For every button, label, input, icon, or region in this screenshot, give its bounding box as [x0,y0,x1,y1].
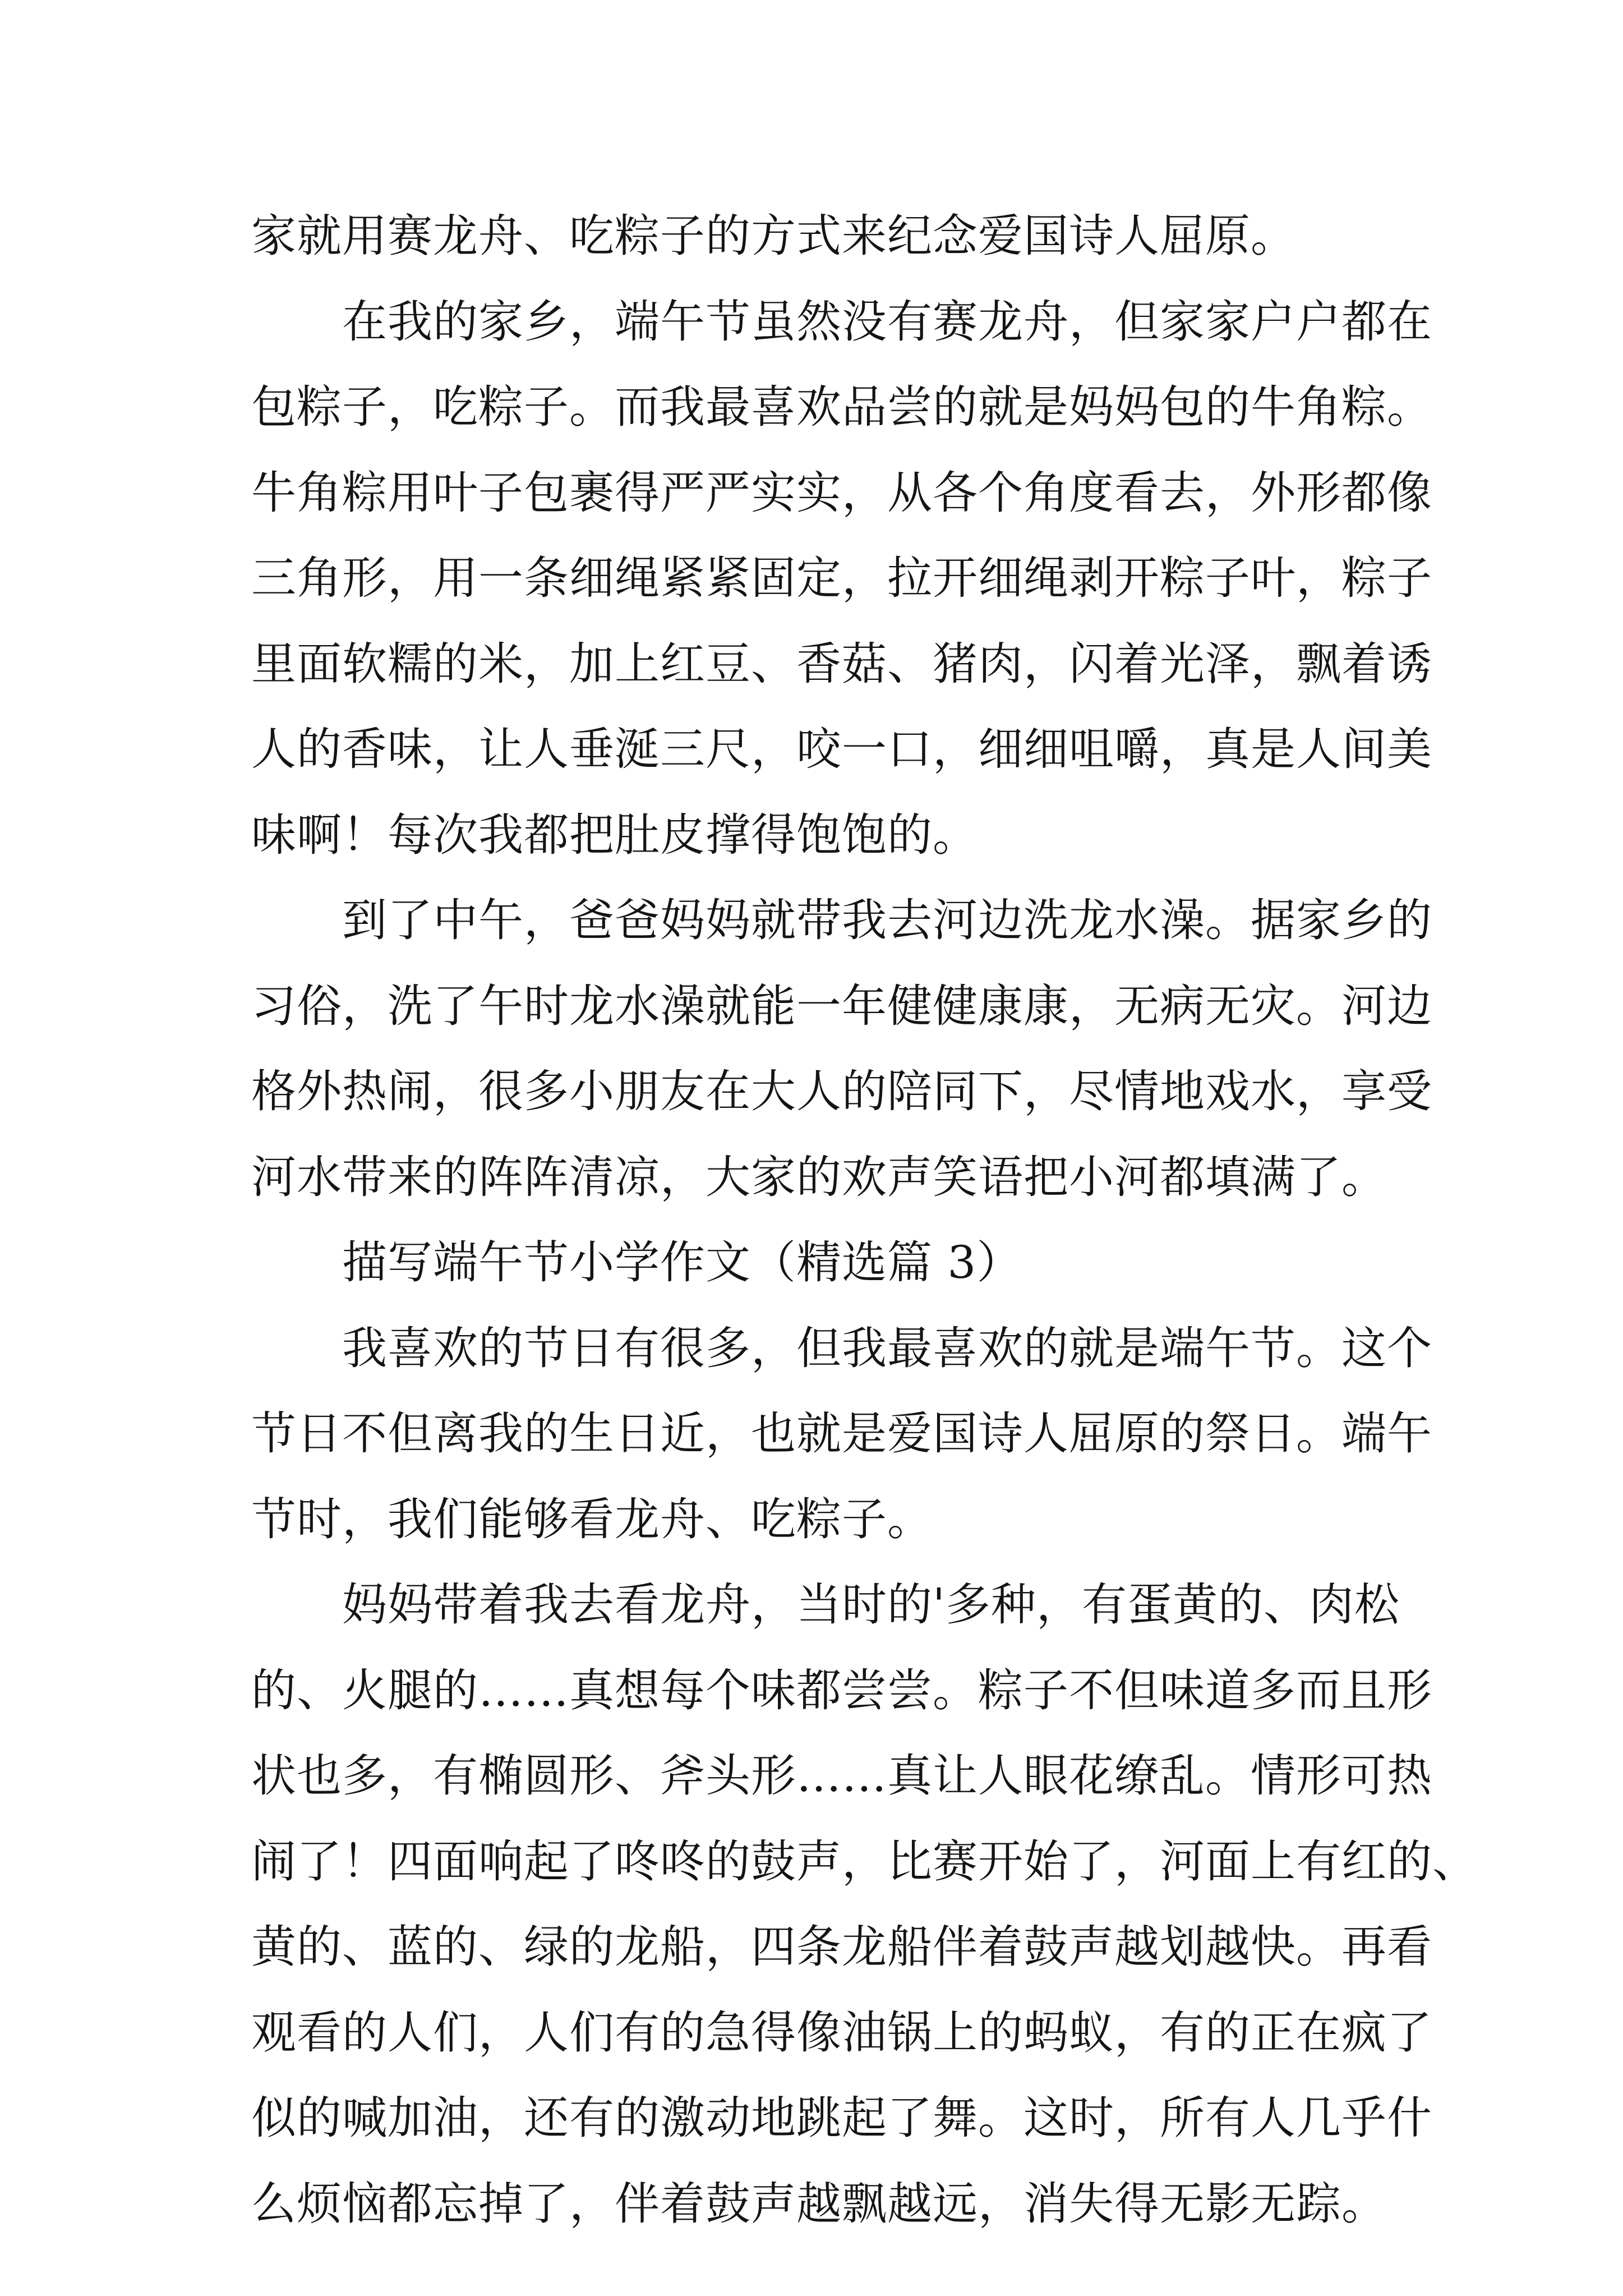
text-line: 味啊！每次我都把肚皮撑得饱饱的。 [251,808,978,861]
text-line: 格外热闹，很多小朋友在大人的陪同下，尽情地戏水，享受 [251,1065,1432,1117]
text-line: 家就用赛龙舟、吃粽子的方式来纪念爱国诗人屈原。 [251,210,1296,262]
text-line: 里面软糯的米，加上红豆、香菇、猪肉，闪着光泽，飘着诱 [251,637,1432,690]
text-line: 的、火腿的……真想每个味都尝尝。粽子不但味道多而且形 [251,1664,1432,1717]
text-line: 人的香味，让人垂涎三尺，咬一口，细细咀嚼，真是人间美 [251,723,1432,775]
text-line: 节时，我们能够看龙舟、吃粽子。 [251,1493,933,1545]
text-line: 么烦恼都忘掉了，伴着鼓声越飘越远，消失得无影无踪。 [251,2177,1387,2230]
text-line: 河水带来的阵阵清凉，大家的欢声笑语把小河都填满了。 [251,1151,1387,1203]
text-line: 在我的家乡，端午节虽然没有赛龙舟，但家家户户都在 [251,295,1432,348]
text-line: 似的喊加油，还有的激动地跳起了舞。这时，所有人几乎什 [251,2092,1432,2144]
text-line: 包粽子，吃粽子。而我最喜欢品尝的就是妈妈包的牛角粽。 [251,381,1432,433]
text-line: 三角形，用一条细绳紧紧固定，拉开细绳剥开粽子叶，粽子 [251,552,1432,604]
text-line: 我喜欢的节日有很多，但我最喜欢的就是端午节。这个 [251,1322,1432,1374]
text-line: 闹了！四面响起了咚咚的鼓声，比赛开始了，河面上有红的、 [251,1835,1478,1888]
text-line: 妈妈带着我去看龙舟，当时的'多种，有蛋黄的、肉松 [251,1579,1400,1631]
text-line: 状也多，有椭圆形、斧头形……真让人眼花缭乱。情形可热 [251,1750,1432,1802]
text-line: 节日不但离我的生日近，也就是爱国诗人屈原的祭日。端午 [251,1407,1432,1460]
text-line: 黄的、蓝的、绿的龙船，四条龙船伴着鼓声越划越快。再看 [251,1921,1432,1973]
text-line: 习俗，洗了午时龙水澡就能一年健健康康，无病无灾。河边 [251,979,1432,1032]
section-heading: 描写端午节小学作文（精选篇 3） [251,1236,1022,1289]
text-line: 到了中午，爸爸妈妈就带我去河边洗龙水澡。据家乡的 [251,894,1432,946]
text-line: 牛角粽用叶子包裹得严严实实，从各个角度看去，外形都像 [251,466,1432,519]
essay-text [251,194,1478,2247]
text-line: 观看的人们，人们有的急得像油锅上的蚂蚁，有的正在疯了 [251,2006,1432,2059]
